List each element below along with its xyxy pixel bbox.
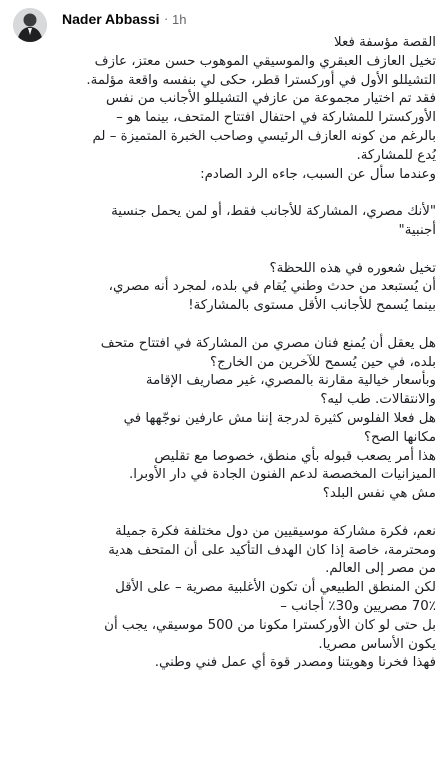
post-text-line: بل حتى لو كان الأوركسترا مكونا من 500 موسيقي، يجب أن [104,617,436,633]
post-text-line: بينما يُسمح للأجانب الأقل مستوى بالمشاركة! [188,298,436,314]
post-text-line: أجنبية" [398,222,436,238]
post-text-line: بالرغم من كونه العازف الرئيسي وصاحب الخبرة المتميزة – لم [92,128,436,144]
post-text-line: هذا أمر يصعب قبوله بأي منطق، خصوصا مع تقليص [154,448,436,464]
post-text-line: الأوركسترا للمشاركة في احتفال افتتاح المتحف، بينما هو – [116,110,436,126]
paragraph-gap [8,504,436,523]
meta-separator: · [164,11,169,26]
post-timestamp[interactable]: 1h [172,12,187,27]
post-text-line: الميزانيات المخصصة لدعم الفنون الجادة في دار الأوبرا. [128,467,436,483]
post-text-line: هل فعلا الفلوس كثيرة لدرجة إننا مش عارفين نوجّهها في [123,410,436,426]
post-text-line: مكانها الصح؟ [363,429,436,445]
post-text-line: "لأنك مصري، المشاركة للأجانب فقط، أو لمن يحمل جنسية [111,204,436,220]
post-text-line: والانتقالات. طب ليه؟ [320,392,436,408]
paragraph-gap [8,241,436,260]
post-text-line: وعندما سأل عن السبب، جاءه الرد الصادم: [200,166,436,182]
post-text-line: من مصر إلى العالم. [325,561,436,577]
post-text-line: تخيل العازف العبقري والموسيقي الموهوب حسن معتز، عازف [94,53,436,69]
post-text-line: تخيل شعوره في هذه اللحظة؟ [269,260,436,276]
post-text-line: بلده، في حين يُسمح للآخرين من الخارج؟ [210,354,436,370]
paragraph-gap [8,184,436,203]
post-text-line: نعم، فكرة مشاركة موسيقيين من دول مختلفة فكرة جميلة [115,523,436,539]
post-text-line: 70٪ مصريين و30٪ أجانب – [280,598,436,614]
post-text-line: هل يعقل أن يُمنع فنان مصري من المشاركة في افتتاح متحف [100,335,436,351]
author-name[interactable]: Nader Abbassi [62,11,160,27]
post-text-line: ومحترمة، خاصة إذا كان الهدف التأكيد على أن المتحف هدية [108,542,436,558]
paragraph-gap [8,316,436,335]
post-text-line: يُدع للمشاركة. [356,147,436,163]
post-text-line: أن يُستبعد من حدث وطني يُقام في بلده، لمجرد أنه مصري، [108,279,436,295]
post-text-line: فقد تم اختيار مجموعة من عازفي التشيللو الأجانب من نفس [105,91,436,107]
post-text [8,34,436,673]
post-text-line: مش هي نفس البلد؟ [322,486,436,502]
post-text-line: وبأسعار خيالية مقارنة بالمصري، غير مصاريف الإقامة [145,373,436,389]
post-text-line: القصة مؤسفة فعلا [334,35,436,50]
post-text-line: يكون الأساس مصريا. [318,636,436,652]
post-text-line: فهذا فخرنا وهويتنا ومصدر قوة أي عمل فني وطني. [154,655,436,671]
post-text-line: التشيللو الأول في أوركسترا قطر، حكى لي بنفسه واقعة مؤلمة. [86,72,436,88]
post-text-line: لكن المنطق الطبيعي أن تكون الأغلبية مصرية – على الأقل [115,580,436,596]
